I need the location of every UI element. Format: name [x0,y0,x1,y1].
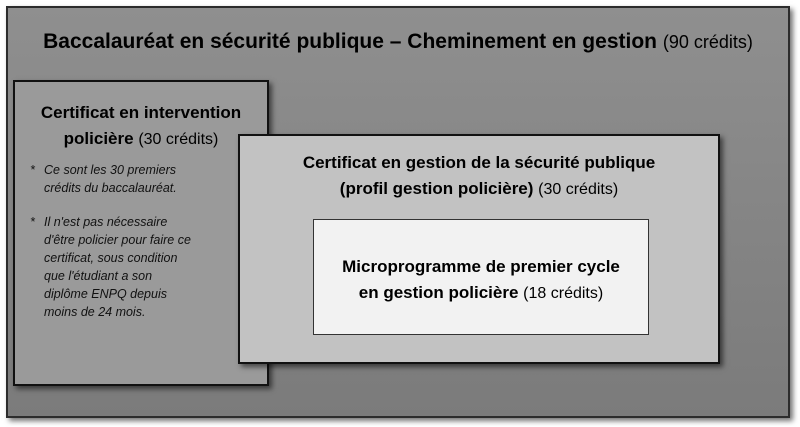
certificate-intervention-credits: (30 crédits) [138,131,219,148]
program-title-text: Baccalauréat en sécurité publique – Cheminement en gestion [43,30,657,53]
certificate-intervention-title [15,100,267,153]
note-text: Il n'est pas nécessaire d'être policier pour faire ce certificat, sous condition que l'étudiant a son diplôme ENPQ depuis moins de 24 mois. [44,215,191,319]
microprogram-title [314,254,648,307]
note-marker: * [30,163,35,177]
certificate-intervention-box [13,80,269,386]
notes-list [30,161,259,337]
certificate-intervention-title-line2: policière [63,129,134,148]
certificate-management-title [240,150,718,203]
note-item [30,161,259,197]
certificate-management-title-line2: (profil gestion policière) [339,179,534,198]
program-credits: (90 crédits) [662,32,753,52]
certificate-management-title-line1: Certificat en gestion de la sécurité publique [302,153,656,172]
microprogram-title-line1: Microprogramme de premier cycle [342,257,620,276]
microprogram-title-line2: en gestion policière [358,283,519,302]
note-text: Ce sont les 30 premiers crédits du baccalauréat. [44,163,177,195]
microprogram-credits: (18 crédits) [523,285,604,302]
certificate-management-credits: (30 crédits) [538,181,619,198]
note-marker: * [30,215,35,229]
certificate-intervention-title-line1: Certificat en intervention [40,103,242,122]
program-title [8,30,788,54]
note-item [30,213,259,321]
microprogram-box [313,219,649,335]
